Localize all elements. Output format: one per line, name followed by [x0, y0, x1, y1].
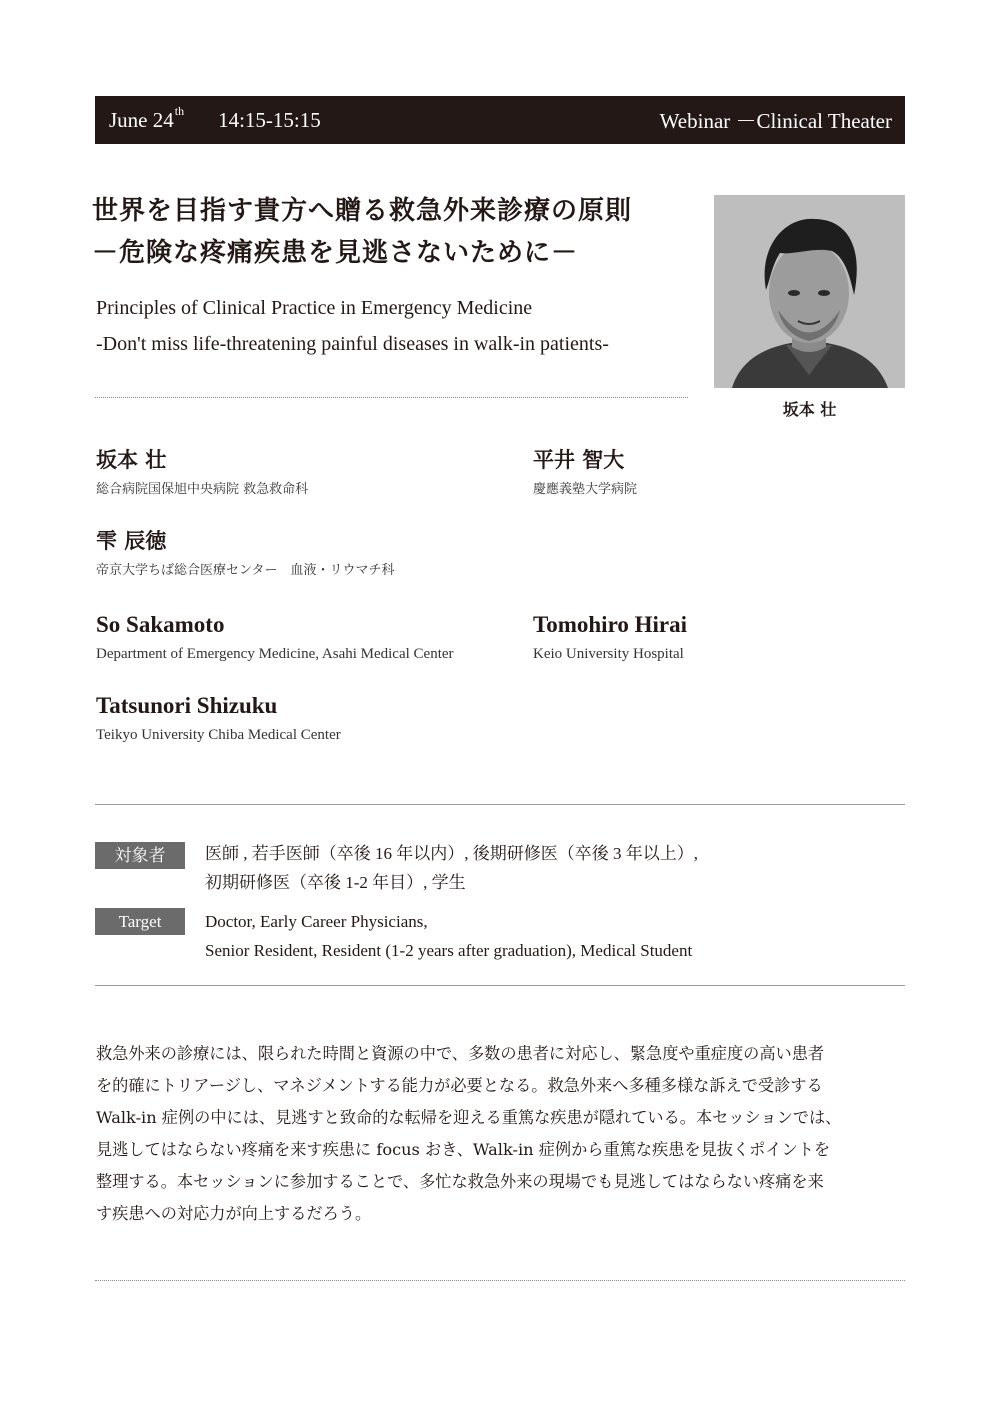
- speaker-affiliation-en: Department of Emergency Medicine, Asahi Medical Center: [96, 646, 454, 662]
- description-line: Walk-in 症例の中には、見逃すと致命的な転帰を迎える重篤な疾患が隠れている。本セッションでは、: [96, 1108, 842, 1127]
- title-en-line: -Don't miss life-threatening painful diseases in walk-in patients-: [96, 333, 609, 355]
- speaker-name-en: Tomohiro Hirai: [533, 612, 687, 637]
- photo-caption: 坂本 壮: [782, 400, 837, 419]
- session-header-bar: [95, 96, 905, 144]
- target-top-divider: [95, 804, 905, 805]
- session-type: Webinar －Clinical Theater: [659, 109, 892, 133]
- target-label-en: Target: [95, 908, 185, 935]
- title-divider: [95, 397, 688, 398]
- speaker-name-en: Tatsunori Shizuku: [96, 693, 278, 718]
- speaker-affiliation-ja: 慶應義塾大学病院: [533, 482, 638, 497]
- session-datetime: [109, 103, 321, 133]
- portrait-image: [714, 195, 905, 388]
- speaker-name-ja: 雫 辰徳: [96, 528, 167, 553]
- speaker-affiliation-en: Keio University Hospital: [533, 646, 684, 662]
- session-description: [96, 1038, 906, 1230]
- description-line: を的確にトリアージし、マネジメントする能力が必要となる。救急外来へ多種多様な訴えで受診する: [96, 1076, 823, 1095]
- target-bottom-divider: [95, 985, 905, 986]
- title-ja-line: 世界を目指す貴方へ贈る救急外来診療の原則: [92, 196, 633, 226]
- session-time: 14:15-15:15: [218, 107, 321, 132]
- speaker-photo: [714, 195, 905, 388]
- description-line: す疾患への対応力が向上するだろう。: [96, 1204, 372, 1223]
- session-date: June 24: [109, 107, 174, 132]
- description-line: 整理する。本セッションに参加することで、多忙な救急外来の現場でも見逃してはならない疼痛を来: [96, 1172, 824, 1191]
- target-en-line: Doctor, Early Career Physicians,: [205, 912, 428, 931]
- speaker-name-ja: 坂本 壮: [96, 447, 167, 472]
- title-english: [96, 290, 609, 362]
- target-ja-line: 医師 , 若手医師（卒後 16 年以内）, 後期研修医（卒後 3 年以上）,: [205, 844, 698, 863]
- speaker-affiliation-en: Teikyo University Chiba Medical Center: [96, 727, 341, 743]
- speaker-affiliation-ja: 総合病院国保旭中央病院 救急救命科: [96, 482, 309, 497]
- title-en-line: Principles of Clinical Practice in Emergency Medicine: [96, 297, 533, 319]
- target-ja-line: 初期研修医（卒後 1-2 年目）, 学生: [205, 873, 466, 892]
- speaker-name-ja: 平井 智大: [533, 447, 625, 472]
- description-line: 見逃してはならない疼痛を来す疾患に focus おき、Walk-in 症例から重篤な疾患を見抜くポイントを: [96, 1140, 831, 1159]
- footer-divider: [95, 1280, 905, 1281]
- description-line: 救急外来の診療には、限られた時間と資源の中で、多数の患者に対応し、緊急度や重症度の高い患者: [96, 1044, 825, 1063]
- target-text-en: [205, 907, 692, 965]
- target-text-ja: [205, 839, 698, 897]
- title-japanese: [92, 190, 632, 274]
- target-label-ja: 対象者: [95, 842, 185, 869]
- speaker-name-en: So Sakamoto: [96, 612, 225, 637]
- target-en-line: Senior Resident, Resident (1-2 years after graduation), Medical Student: [205, 941, 693, 960]
- speaker-affiliation-ja: 帝京大学ちば総合医療センター 血液・リウマチ科: [96, 563, 395, 578]
- session-date-suffix: th: [174, 103, 185, 118]
- title-ja-line: －危険な疼痛疾患を見逃さないために－: [92, 238, 579, 268]
